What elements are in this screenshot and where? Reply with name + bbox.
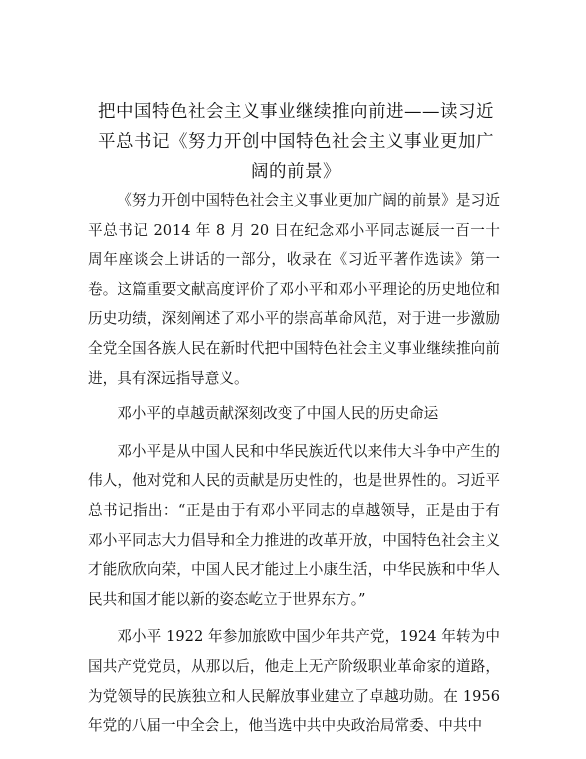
section-heading: 邓小平的卓越贡献深刻改变了中国人民的历史命运 xyxy=(117,405,439,423)
document-body xyxy=(88,186,500,741)
body-paragraph-1: 邓小平是从中国人民和中华民族近代以来伟大斗争中产生的伟人，他对党和人民的贡献是历史性的，也是世界性的。习近平总书记指出：“正是由于有邓小平同志的卓越领导，正是由于有邓小平同志大力倡导和全力推进的改革开放，中国特色社会主义才能欣欣向荣，中国人民才能过上小康生活，中华民族和中华人民共和国才能以新的姿态屹立于世界东方。” xyxy=(88,442,500,608)
intro-paragraph: 《努力开创中国特色社会主义事业更加广阔的前景》是习近平总书记 2014 年 8 月 20 日在纪念邓小平同志诞辰一百一十周年座谈会上讲话的一部分，收录在《习近平著作选读》第一卷。这篇重要文献高度评价了邓小平和邓小平理论的历史地位和历史功绩，深刻阐述了邓小平的崇高革命风范，对于进一步激励全党全国各族人民在新时代把中国特色社会主义事业继续推向前进，具有深远指导意义。 xyxy=(88,192,500,387)
document-title: 把中国特色社会主义事业继续推向前进——读习近平总书记《努力开创中国特色社会主义事业更加广阔的前景》 xyxy=(98,102,494,182)
body-paragraph-2: 邓小平 1922 年参加旅欧中国少年共产党，1924 年转为中国共产党党员，从那以后，他走上无产阶级职业革命家的道路，为党领导的民族独立和人民解放事业建立了卓越功勋。在 1956 年党的八届一中全会上，他当选中共中央政治局常委、中共中 xyxy=(88,628,500,735)
